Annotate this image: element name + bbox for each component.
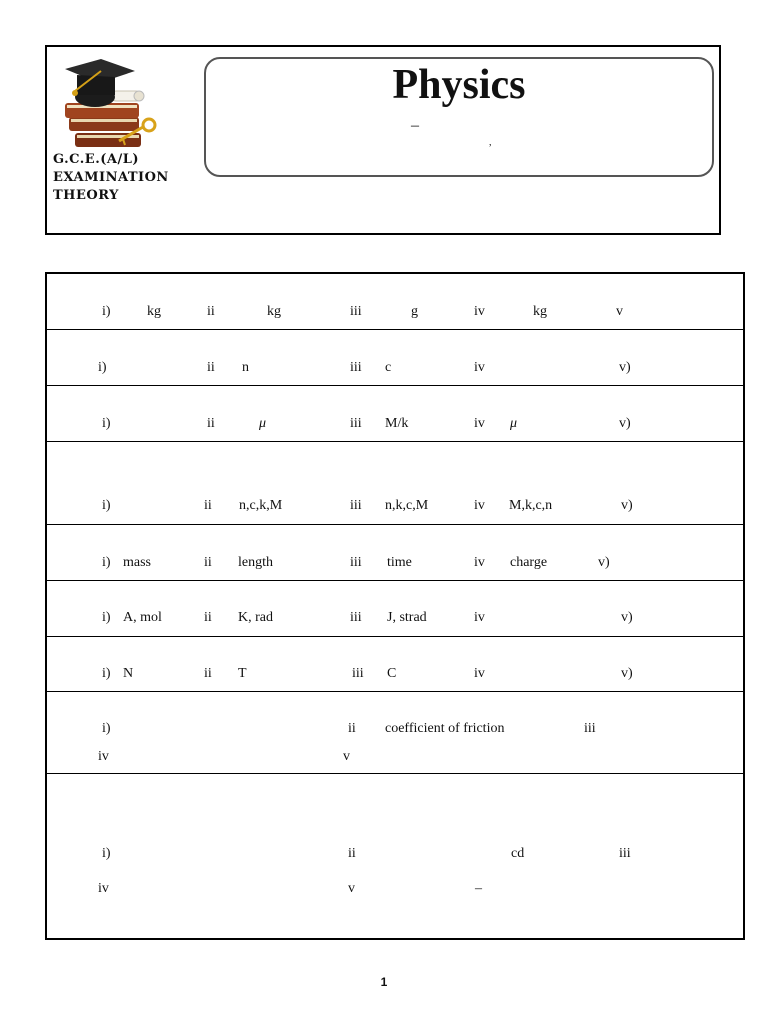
- option-label: ii: [348, 721, 356, 736]
- option-label: iii: [350, 498, 362, 513]
- option-label: ii: [204, 498, 212, 513]
- option-label: iii: [350, 416, 362, 431]
- option-label: iii: [350, 360, 362, 375]
- option-value: N: [123, 666, 134, 681]
- option-label: iii: [350, 610, 362, 625]
- option-label: iv: [474, 416, 485, 431]
- option-value: C: [387, 666, 397, 681]
- option-label: v): [621, 610, 633, 625]
- question-row-5: [47, 525, 743, 581]
- page-number: 1: [380, 975, 388, 989]
- question-row-6: [47, 581, 743, 637]
- option-value: M,k,c,n: [509, 498, 553, 513]
- option-label: iv: [474, 360, 485, 375]
- header-box: [45, 45, 721, 235]
- option-value: kg: [267, 304, 281, 319]
- option-value: J, strad: [387, 610, 427, 625]
- option-label: ii: [348, 846, 356, 861]
- option-label: ii: [204, 610, 212, 625]
- option-label: iv: [98, 749, 109, 764]
- option-label: i): [98, 360, 107, 375]
- option-label: i): [102, 416, 111, 431]
- option-label: iii: [350, 555, 362, 570]
- option-label: v): [621, 498, 633, 513]
- question-row-4: [47, 442, 743, 525]
- option-value: mass: [123, 555, 151, 570]
- option-label: ii: [207, 304, 215, 319]
- option-value: μ: [510, 416, 518, 431]
- option-value: kg: [147, 304, 161, 319]
- option-value: coefficient of friction: [385, 721, 505, 736]
- logo-line-1: G.C.E.(A/L): [53, 152, 140, 167]
- option-label: iv: [474, 498, 485, 513]
- question-table: [45, 272, 745, 940]
- question-row-1: [47, 274, 743, 330]
- logo-caption: [53, 151, 169, 205]
- option-label: ii: [207, 416, 215, 431]
- option-label: i): [102, 666, 111, 681]
- option-label: i): [102, 304, 111, 319]
- question-row-9: [47, 774, 743, 942]
- option-label: iv: [98, 881, 109, 896]
- option-value: –: [475, 881, 482, 896]
- option-label: v: [616, 304, 623, 319]
- option-label: iii: [352, 666, 364, 681]
- logo-line-2: EXAMINATION: [53, 170, 169, 185]
- option-label: iv: [474, 555, 485, 570]
- question-row-8: [47, 692, 743, 774]
- option-value: n,c,k,M: [239, 498, 283, 513]
- option-label: iv: [474, 666, 485, 681]
- option-value: kg: [533, 304, 547, 319]
- title-comma: ,: [489, 137, 492, 148]
- option-value: μ: [259, 416, 267, 431]
- option-label: iii: [584, 721, 596, 736]
- option-label: ii: [204, 555, 212, 570]
- option-value: n: [242, 360, 249, 375]
- option-label: iii: [350, 304, 362, 319]
- question-row-3: [47, 386, 743, 442]
- option-label: i): [102, 555, 111, 570]
- question-row-7: [47, 637, 743, 692]
- option-value: T: [238, 666, 247, 681]
- graduation-books-logo: [57, 55, 161, 155]
- option-label: i): [102, 721, 111, 736]
- option-label: iv: [474, 610, 485, 625]
- option-label: iii: [619, 846, 631, 861]
- option-label: v): [621, 666, 633, 681]
- option-value: time: [387, 555, 412, 570]
- option-value: A, mol: [123, 610, 162, 625]
- option-value: charge: [510, 555, 548, 570]
- page-title: Physics: [392, 62, 526, 108]
- title-box: [204, 57, 714, 177]
- question-row-2: [47, 330, 743, 386]
- option-label: v): [598, 555, 610, 570]
- option-value: M/k: [385, 416, 409, 431]
- option-label: i): [102, 846, 111, 861]
- option-value: cd: [511, 846, 525, 861]
- title-dash: –: [411, 117, 419, 134]
- option-label: i): [102, 610, 111, 625]
- option-value: c: [385, 360, 392, 375]
- option-value: length: [238, 555, 273, 570]
- logo-line-3: THEORY: [53, 188, 119, 203]
- option-label: i): [102, 498, 111, 513]
- option-label: iv: [474, 304, 485, 319]
- option-label: v: [343, 749, 350, 764]
- option-label: v): [619, 416, 631, 431]
- option-label: ii: [204, 666, 212, 681]
- option-value: K, rad: [238, 610, 273, 625]
- option-value: g: [411, 304, 418, 319]
- option-label: v: [348, 881, 355, 896]
- option-label: ii: [207, 360, 215, 375]
- option-label: v): [619, 360, 631, 375]
- option-value: n,k,c,M: [385, 498, 429, 513]
